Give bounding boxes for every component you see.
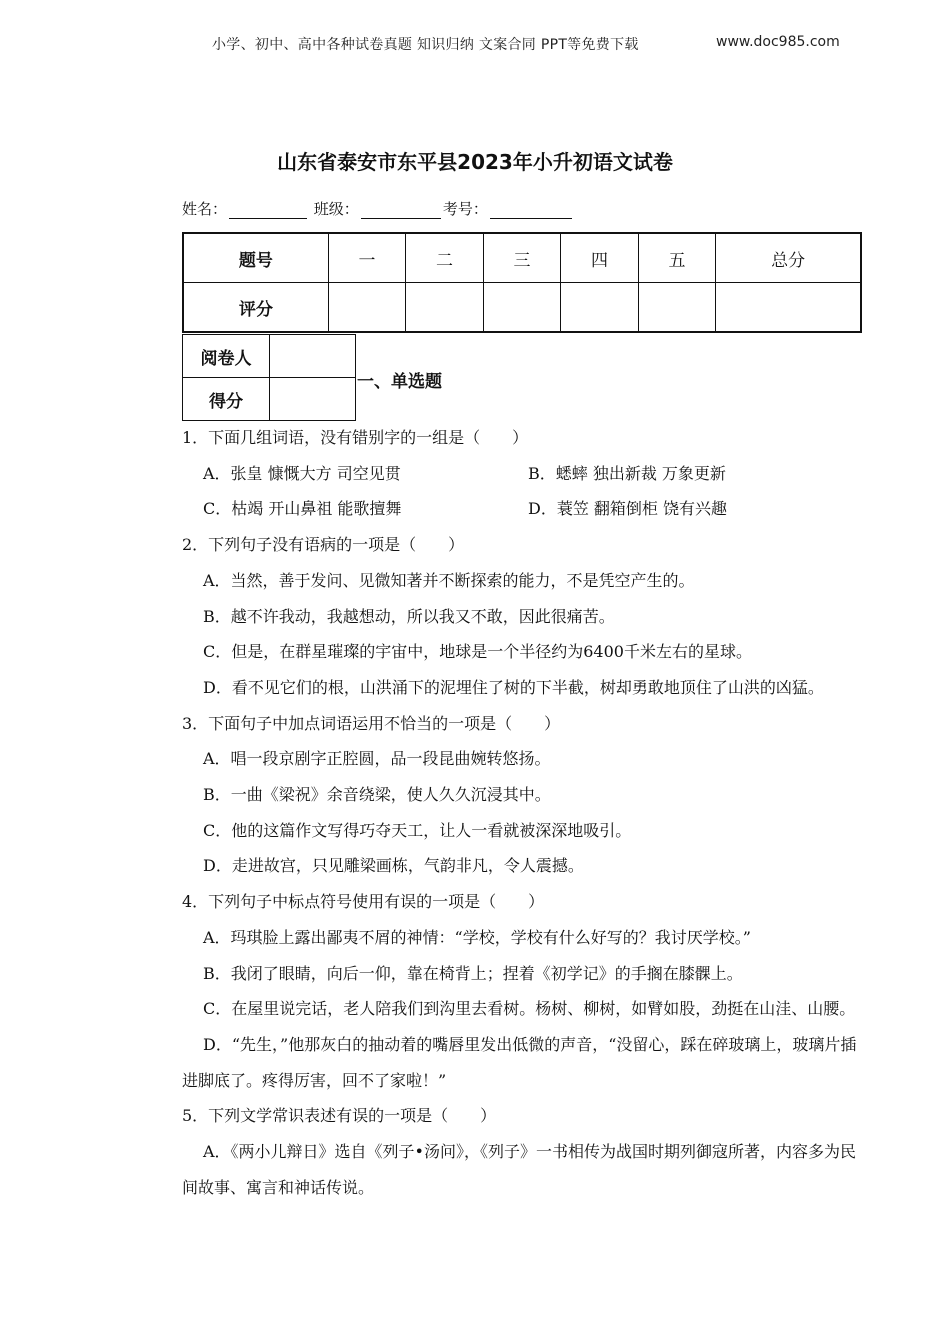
score-cell[interactable]	[328, 283, 405, 333]
score-header-cell: 四	[561, 233, 638, 283]
option[interactable]: C．但是，在群星璀璨的宇宙中，地球是一个半径约为6400千米左右的星球。	[203, 642, 752, 662]
reader-cell[interactable]	[270, 335, 356, 378]
option[interactable]: A．玛琪脸上露出鄙夷不屑的神情：“学校，学校有什么好写的？我讨厌学校。”	[203, 927, 751, 947]
question-stem: 1．下面几组词语，没有错别字的一组是（ ）	[182, 428, 529, 447]
option[interactable]: A．当然，善于发问、见微知著并不断探索的能力，不是凭空产生的。	[203, 570, 695, 590]
section-heading: 一、单选题	[357, 372, 442, 392]
header-text: 小学、初中、高中各种试卷真题 知识归纳 文案合同 PPT等免费下载	[212, 37, 639, 53]
score-row-label: 评分	[183, 283, 328, 333]
question-stem: 4．下列句子中标点符号使用有误的一项是（ ）	[182, 892, 545, 912]
option[interactable]: C．在屋里说完话，老人陪我们到沟里去看树。杨树、柳树，如臂如股，劲挺在山洼、山腰。	[203, 999, 856, 1019]
option[interactable]: A．唱一段京剧字正腔圆，品一段昆曲婉转悠扬。	[203, 749, 551, 769]
option-row	[182, 491, 862, 527]
option[interactable]: D．蓑笠 翻箱倒柜 饶有兴趣	[528, 499, 728, 519]
score-header-cell: 题号	[183, 233, 328, 283]
option[interactable]: A．张皇 慷慨大方 司空见贯	[203, 463, 401, 483]
student-info	[182, 198, 574, 219]
score-cell[interactable]	[638, 283, 715, 333]
score-value-row	[183, 283, 861, 333]
option[interactable]: D．看不见它们的根，山洪涌下的泥埋住了树的下半截，树却勇敢地顶住了山洪的凶猛。	[203, 677, 824, 697]
reader-score-label: 得分	[183, 378, 270, 421]
class-label: 班级：	[313, 200, 359, 218]
score-header-row	[183, 233, 861, 283]
option-row	[182, 456, 862, 492]
option[interactable]: D．“先生，”他那灰白的抽动着的嘴唇里发出低微的声音，“没留心，踩在碎玻璃上，玻璃片插进脚底了。疼得厉害，回不了家啦！”	[182, 1034, 857, 1090]
score-header-cell: 二	[406, 233, 483, 283]
exam-no-blank[interactable]	[490, 202, 572, 219]
score-header-cell: 一	[328, 233, 405, 283]
exam-no-label: 考号：	[442, 200, 488, 218]
option[interactable]: C．枯竭 开山鼻祖 能歌擅舞	[203, 499, 402, 519]
name-label: 姓名：	[182, 200, 228, 218]
reader-table	[182, 334, 356, 421]
exam-title: 山东省泰安市东平县2023年小升初语文试卷	[277, 150, 673, 174]
question-stem: 2．下列句子没有语病的一项是（ ）	[182, 535, 465, 555]
header-website[interactable]: www.doc985.com	[716, 34, 840, 50]
score-header-cell: 三	[483, 233, 560, 283]
score-cell[interactable]	[716, 283, 861, 333]
score-cell[interactable]	[561, 283, 638, 333]
class-blank[interactable]	[361, 202, 441, 219]
score-cell[interactable]	[406, 283, 483, 333]
option[interactable]: D．走进故宫，只见雕梁画栋，气韵非凡，令人震撼。	[203, 856, 584, 876]
question-stem: 5．下列文学常识表述有误的一项是（ ）	[182, 1106, 497, 1126]
reader-label: 阅卷人	[183, 335, 270, 378]
question-stem: 3．下面句子中加点词语运用不恰当的一项是（ ）	[182, 713, 561, 733]
option[interactable]: B．蟋蟀 独出新裁 万象更新	[528, 463, 726, 483]
score-header-cell: 总分	[716, 233, 861, 283]
option[interactable]: A．《两小儿辩日》选自《列子•汤问》，《列子》一书相传为战国时期列御寇所著，内容多为民间故事、寓言和神话传说。	[182, 1142, 856, 1197]
questions	[182, 420, 862, 1205]
score-table	[182, 232, 862, 333]
reader-score-cell[interactable]	[270, 378, 356, 421]
option[interactable]: B．越不许我动，我越想动，所以我又不敢，因此很痛苦。	[203, 606, 615, 626]
option[interactable]: B．我闭了眼睛，向后一仰，靠在椅背上；捏着《初学记》的手搁在膝髁上。	[203, 963, 743, 983]
option[interactable]: C．他的这篇作文写得巧夺天工，让人一看就被深深地吸引。	[203, 820, 632, 840]
score-header-cell: 五	[638, 233, 715, 283]
option[interactable]: B．一曲《梁祝》余音绕梁，使人久久沉浸其中。	[203, 785, 551, 805]
score-cell[interactable]	[483, 283, 560, 333]
name-blank[interactable]	[229, 202, 307, 219]
